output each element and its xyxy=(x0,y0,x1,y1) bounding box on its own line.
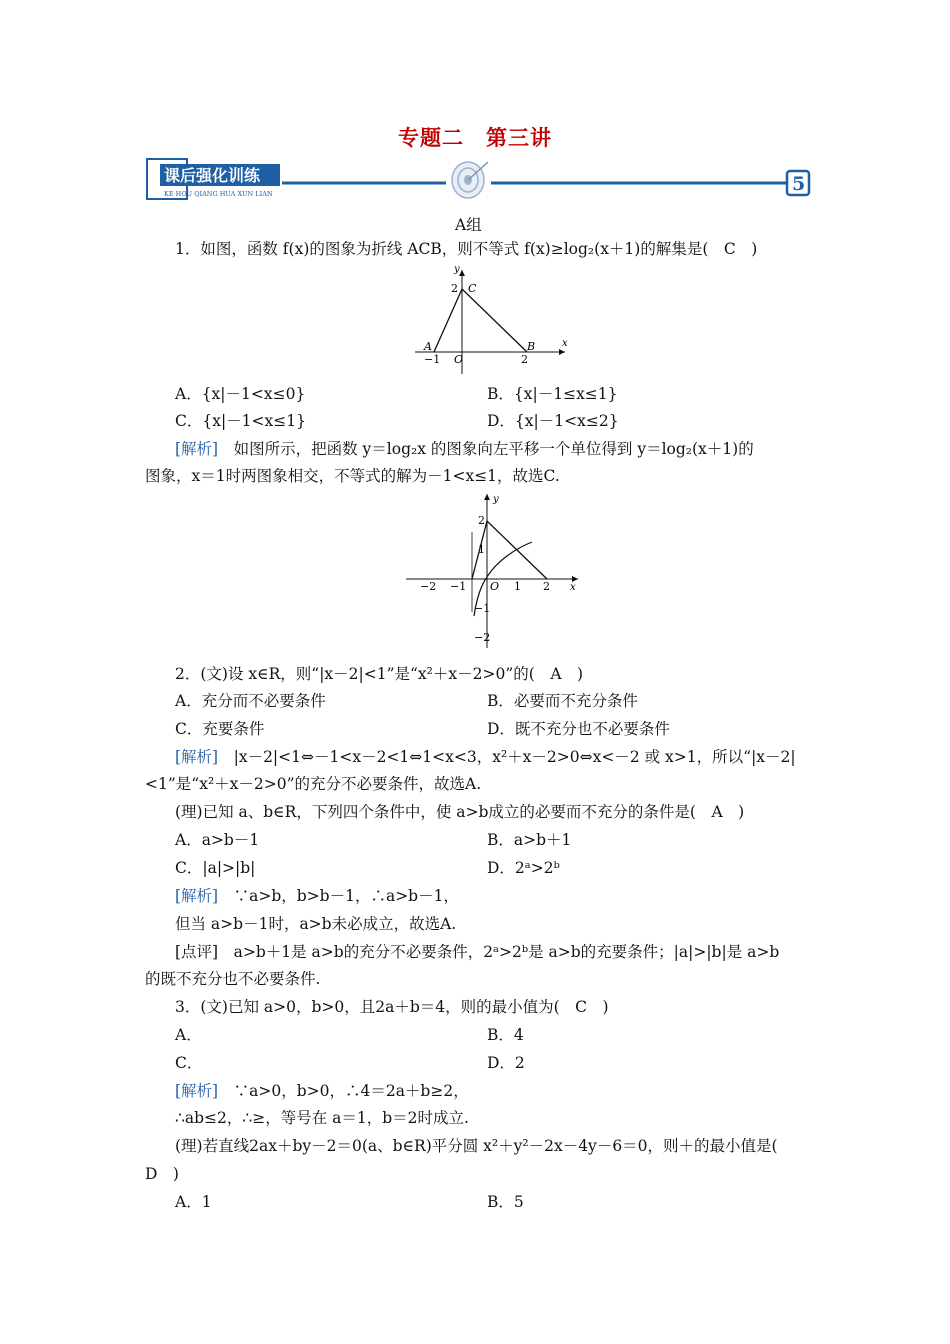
q3-stem: 3．(文)已知 a>0，b>0，且2a＋b＝4，则的最小值为( C ) xyxy=(175,998,609,1016)
q3-analysis-tag: [解析] xyxy=(175,1082,219,1100)
banner-pinyin: KE HOU QIANG HUA XUN LIAN xyxy=(164,190,273,198)
q2-li-option-a: A．a>b－1 xyxy=(175,831,260,849)
q1-option-b: B．{x|－1≤x≤1} xyxy=(487,385,618,403)
q3-li-stem-line1: (理)若直线2ax＋by－2＝0(a、b∈R)平分圆 x²＋y²－2x－4y－6＝0，则＋的最小值是( xyxy=(175,1137,778,1155)
fig1-c-label: C xyxy=(468,282,477,295)
fig2-yneg1-label: −1 xyxy=(474,602,491,615)
q1-figure-2 xyxy=(402,490,584,652)
fig2-x2-label: 2 xyxy=(543,580,550,593)
fig2-yneg2-label: −2 xyxy=(474,631,491,644)
q1-analysis-line1 xyxy=(175,439,754,459)
q2-analysis-text1: |x－2|<1⇔－1<x－2<1⇔1<x<3，x²＋x－2>0⇔x<－2 或 x>1，所以“|x－2| xyxy=(218,748,796,766)
q2-option-a: A．充分而不必要条件 xyxy=(175,692,326,710)
q3-option-c: C． xyxy=(175,1054,203,1072)
q2-stem: 2．(文)设 x∈R，则“|x－2|<1”是“x²＋x－2>0”的( A ) xyxy=(175,665,584,683)
q2-li-analysis-text1: ∵a>b，b>b－1，∴a>b－1， xyxy=(218,887,459,905)
q1-stem: 1．如图，函数 f(x)的图象为折线 ACB，则不等式 f(x)≥log₂(x＋1)的解集是( C ) xyxy=(175,240,758,258)
q2-analysis-line1 xyxy=(175,747,796,767)
q2-li-analysis-tag: [解析] xyxy=(175,887,219,905)
q3-li-stem-line2: D ) xyxy=(145,1165,179,1183)
section-banner xyxy=(146,158,811,202)
fig2-xneg1-label: −1 xyxy=(450,580,467,593)
fig1-y-label: y xyxy=(454,264,460,275)
q2-analysis-tag: [解析] xyxy=(175,748,219,766)
q1-option-d: D．{x|－1<x≤2} xyxy=(487,412,619,430)
q3-option-a: A． xyxy=(175,1026,202,1044)
q1-option-c: C．{x|－1<x≤1} xyxy=(175,412,306,430)
banner-number: 5 xyxy=(792,173,806,195)
fig1-y2-label: 2 xyxy=(451,282,458,295)
q3-analysis-text1: ∵a>0，b>0，∴4＝2a＋b≥2， xyxy=(218,1082,469,1100)
q1-analysis-text1: 如图所示，把函数 y＝log₂x 的图象向左平移一个单位得到 y＝log₂(x＋1)的 xyxy=(218,440,754,458)
fig1-x-label: x xyxy=(562,338,568,349)
fig1-b-label: B xyxy=(527,340,536,353)
q1-figure-1 xyxy=(410,262,575,378)
banner-label: 课后强化训练 xyxy=(164,166,261,185)
fig1-a-label: A xyxy=(424,340,432,353)
fig1-o-label: O xyxy=(454,353,464,366)
fig2-y1-label: 1 xyxy=(478,543,485,556)
target-icon xyxy=(452,162,488,198)
q2-li-stem: (理)已知 a、b∈R，下列四个条件中，使 a>b成立的必要而不充分的条件是( A ) xyxy=(175,803,745,821)
q3-option-d: D．2 xyxy=(487,1054,525,1072)
q3-analysis-line1 xyxy=(175,1081,469,1101)
group-label: A组 xyxy=(455,216,482,234)
q2-option-c: C．充要条件 xyxy=(175,720,265,738)
fig1-neg1-label: −1 xyxy=(424,353,441,366)
fig2-o-label: O xyxy=(490,580,500,593)
q2-analysis-line2: <1”是“x²＋x－2>0”的充分不必要条件，故选A. xyxy=(145,775,482,793)
q1-analysis-tag: [解析] xyxy=(175,440,219,458)
q2-li-analysis-line2: 但当 a>b－1时，a>b未必成立，故选A. xyxy=(175,915,457,933)
q3-li-option-a: A．1 xyxy=(175,1193,212,1211)
q2-li-option-b: B．a>b＋1 xyxy=(487,831,572,849)
fig2-x-label: x xyxy=(570,582,576,593)
fig2-x1-label: 1 xyxy=(514,580,521,593)
q2-li-option-d: D．2ᵃ>2ᵇ xyxy=(487,859,560,877)
fig2-y-label: y xyxy=(493,494,499,505)
q2-comment-line1 xyxy=(175,942,779,962)
q3-option-b: B．4 xyxy=(487,1026,524,1044)
q2-comment-tag: [点评] xyxy=(175,943,219,961)
q2-option-d: D．既不充分也不必要条件 xyxy=(487,720,670,738)
q2-li-option-c: C．|a|>|b| xyxy=(175,859,256,877)
q1-analysis-line2: 图象，x＝1时两图象相交，不等式的解为－1<x≤1，故选C. xyxy=(145,467,560,485)
fig2-xneg2-label: −2 xyxy=(420,580,437,593)
q3-analysis-line2: ∴ab≤2，∴≥，等号在 a＝1，b＝2时成立. xyxy=(175,1109,469,1127)
q3-li-option-b: B．5 xyxy=(487,1193,524,1211)
fig2-y2-label: 2 xyxy=(478,514,485,527)
q2-comment-line2: 的既不充分也不必要条件. xyxy=(145,970,321,988)
q1-option-a: A．{x|－1<x≤0} xyxy=(175,385,306,403)
q2-li-analysis-line1 xyxy=(175,886,459,906)
q2-comment-text1: a>b＋1是 a>b的充分不必要条件，2ᵃ>2ᵇ是 a>b的充要条件；|a|>|b|是 a>b xyxy=(218,943,780,961)
q2-option-b: B．必要而不充分条件 xyxy=(487,692,638,710)
page-title: 专题二 第三讲 xyxy=(398,125,552,150)
fig1-x2-label: 2 xyxy=(521,353,528,366)
